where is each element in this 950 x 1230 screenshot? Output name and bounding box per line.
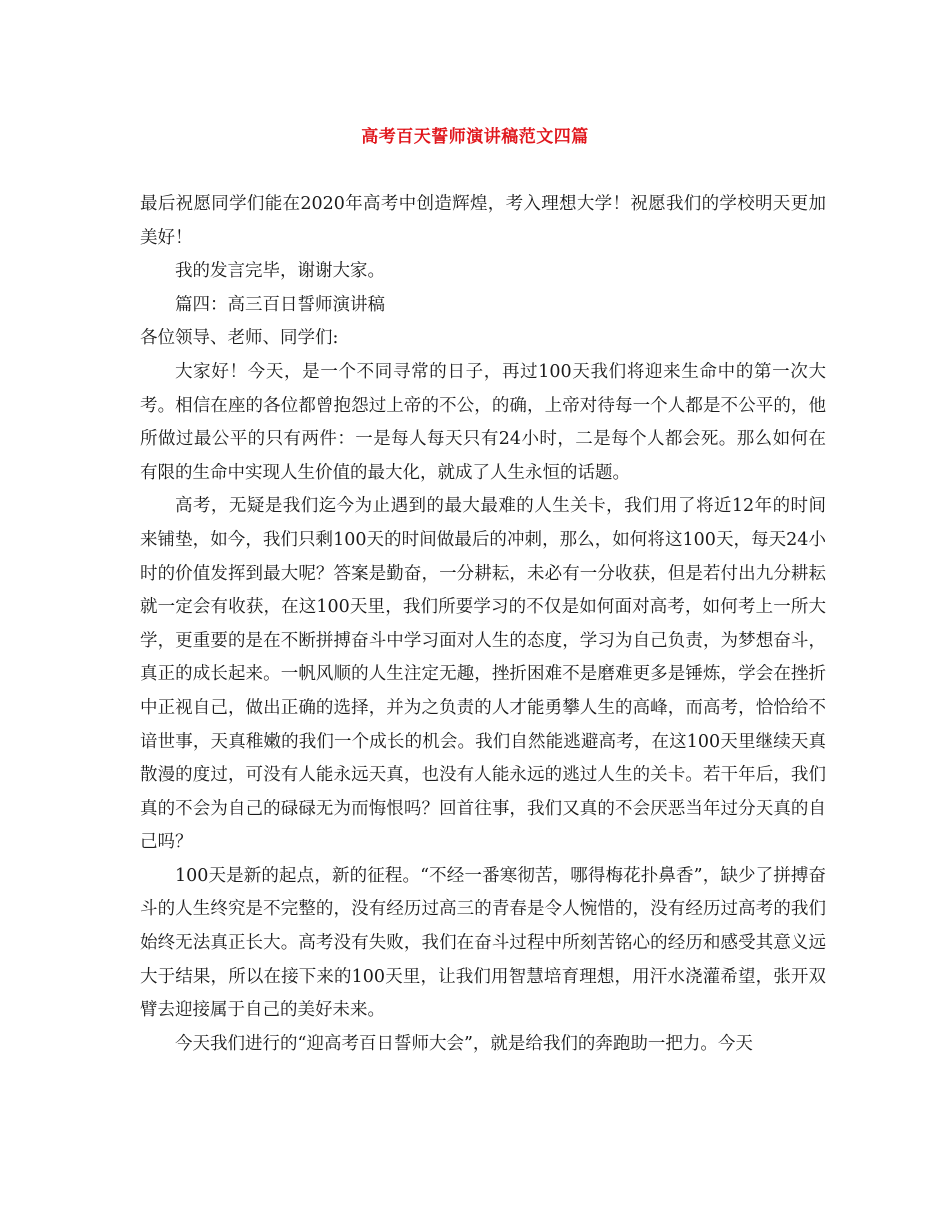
paragraph-gaokao: 高考，无疑是我们迄今为止遇到的最大最难的人生关卡，我们用了将近12年的时间来铺垫，如今，我们只剩100天的时间做最后的冲刺，那么，如何将这100天，每天24小时的价值发挥到最大呢？答案是勤奋，一分耕耘，未必有一分收获，但是若付出九分耕耘就一定会有收获，在这100天里，我们所要学习的不仅是如何面对高考，如何考上一所大学，更重要的是在不断拼搏奋斗中学习面对人生的态度，学习为自己负责，为梦想奋斗，真正的成长起来。一帆风顺的人生注定无趣，挫折困难不是磨难更多是锤炼，学会在挫折中正视自己，做出正确的选择，并为之负责的人才能勇攀人生的高峰，而高考，恰恰给不谙世事，天真稚嫩的我们一个成长的机会。我们自然能逃避高考，在这100天里继续天真散漫的度过，可没有人能永远天真，也没有人能永远的逃过人生的关卡。若干年后，我们真的不会为自己的碌碌无为而悔恨吗？回首往事，我们又真的不会厌恶当年过分天真的自己吗？ — [140, 496, 826, 853]
paragraph-greeting: 大家好！今天，是一个不同寻常的日子，再过100天我们将迎来生命中的第一次大考。相信在座的各位都曾抱怨过上帝的不公，的确，上帝对待每一个人都是不公平的，他所做过最公平的只有两件：一是每人每天只有24小时，二是每个人都会死。那么如何在有限的生命中实现人生价值的最大化，就成了人生永恒的话题。 — [140, 361, 826, 483]
document-title: 高考百天誓师演讲稿范文四篇 — [361, 127, 589, 147]
paragraph-salutation: 各位领导、老师、同学们: — [140, 328, 339, 349]
section-heading: 篇四：高三百日誓师演讲稿 — [175, 294, 385, 315]
paragraph-new-start: 100天是新的起点，新的征程。“不经一番寒彻苦，哪得梅花扑鼻香”，缺少了拼搏奋斗的人生终究是不完整的，没有经历过高三的青春是令人惋惜的，没有经历过高考的我们始终无法真正长大。高考没有失败，我们在奋斗过程中所刻苦铭心的经历和感受其意义远大于结果，所以在接下来的100天里，让我们用智慧培育理想，用汗水浇灌希望，张开双臂去迎接属于自己的美好未来。 — [140, 865, 826, 1021]
paragraph-rally: 今天我们进行的“迎高考百日誓师大会”，就是给我们的奔跑助一把力。今天 — [175, 1033, 753, 1054]
paragraph-speech-end: 我的发言完毕，谢谢大家。 — [175, 261, 385, 282]
paragraph-closing-wish: 最后祝愿同学们能在2020年高考中创造辉煌，考入理想大学！祝愿我们的学校明天更加美好！ — [140, 194, 826, 248]
document-body — [140, 188, 826, 1061]
